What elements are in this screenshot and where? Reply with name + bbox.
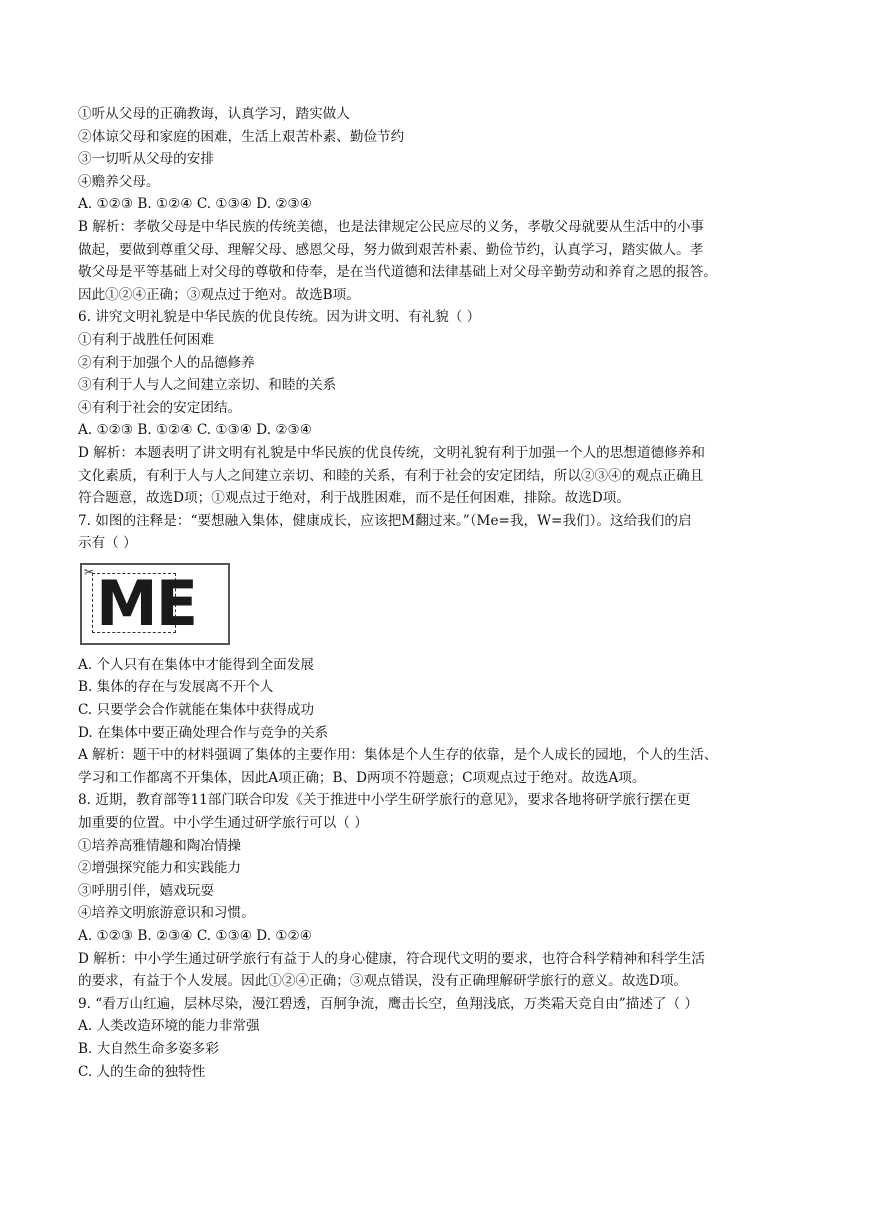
text-line: ③呼朋引伴，嬉戏玩耍 — [78, 882, 214, 899]
analysis-line: 的要求，有益于个人发展。因此①②④正确；③观点错误，没有正确理解研学旅行的意义。故选D项。 — [78, 973, 688, 990]
text-line: ②有利于加强个人的品德修养 — [78, 354, 255, 371]
text-line: ①听从父母的正确教诲，认真学习，踏实做人 — [78, 106, 350, 122]
option-line: D. 在集体中要正确处理合作与竞争的关系 — [78, 724, 329, 741]
options-line: A. ①②③ B. ①②④ C. ①③④ D. ②③④ — [78, 196, 312, 213]
text-block-bottom — [78, 654, 798, 1083]
text-block-top — [78, 103, 798, 555]
text-line: 加重要的位置。中小学生通过研学旅行可以（ ） — [78, 815, 368, 832]
option-line: C. 人的生命的独特性 — [78, 1063, 206, 1080]
text-line: 示有（ ） — [78, 535, 137, 552]
options-line: A. ①②③ B. ②③④ C. ①③④ D. ①②④ — [78, 928, 312, 944]
text-line: ④培养文明旅游意识和习惯。 — [78, 905, 255, 922]
text-line: ④赡养父母。 — [78, 173, 160, 190]
options-line: A. ①②③ B. ①②④ C. ①③④ D. ②③④ — [78, 422, 312, 439]
text-line: ②增强探究能力和实践能力 — [78, 860, 242, 877]
me-figure-text: ME — [96, 566, 197, 640]
text-line: ②体谅父母和家庭的困难，生活上艰苦朴素、勤俭节约 — [78, 128, 405, 145]
option-line: C. 只要学会合作就能在集体中获得成功 — [78, 702, 315, 719]
question-9: 9. “看万山红遍，层林尽染，漫江碧透，百舸争流，鹰击长空，鱼翔浅底，万类霜天竞自由”描述了（ ） — [78, 995, 699, 1012]
option-line: A. 个人只有在集体中才能得到全面发展 — [78, 656, 314, 673]
analysis-line: 敬父母是平等基础上对父母的尊敬和侍奉，是在当代道德和法律基础上对父母辛勤劳动和养育之恩的报答。 — [78, 264, 717, 281]
document-page — [78, 103, 798, 1083]
text-line: ①有利于战胜任何困难 — [78, 331, 214, 348]
scissors-icon: ✂ — [84, 564, 95, 579]
me-figure — [80, 563, 230, 645]
text-line: ①培养高雅情趣和陶冶情操 — [78, 837, 242, 854]
option-line: B. 集体的存在与发展离不开个人 — [78, 679, 274, 696]
analysis-line: D 解析：中小学生通过研学旅行有益于人的身心健康，符合现代文明的要求，也符合科学精神和科学生活 — [78, 950, 705, 967]
text-line: ④有利于社会的安定团结。 — [78, 399, 242, 416]
analysis-line: 符合题意，故选D项；①观点过于绝对，利于战胜困难，而不是任何困难，排除。故选D项。 — [78, 490, 630, 507]
analysis-line: 文化素质，有利于人与人之间建立亲切、和睦的关系，有利于社会的安定团结，所以②③④的观点正确且 — [78, 467, 704, 484]
question-8: 8. 近期，教育部等11部门联合印发《关于推进中小学生研学旅行的意见》，要求各地将研学旅行摆在更 — [78, 792, 691, 809]
text-line: ③一切听从父母的安排 — [78, 151, 214, 168]
analysis-line: 学习和工作都离不开集体，因此A项正确；B、D两项不符题意；C项观点过于绝对。故选A项。 — [78, 769, 646, 786]
analysis-line: B 解析：孝敬父母是中华民族的传统美德，也是法律规定公民应尽的义务，孝敬父母就要从生活中的小事 — [78, 218, 705, 235]
text-line: ③有利于人与人之间建立亲切、和睦的关系 — [78, 377, 337, 394]
analysis-line: 做起，要做到尊重父母、理解父母、感恩父母，努力做到艰苦朴素、勤俭节约，认真学习，踏实做人。孝 — [78, 241, 704, 258]
question-7: 7. 如图的注释是：“要想融入集体，健康成长，应该把M翻过来。”（Me=我，W=我们）。这给我们的启 — [78, 512, 692, 529]
option-line: B. 大自然生命多姿多彩 — [78, 1040, 219, 1057]
question-6: 6. 讲究文明礼貌是中华民族的优良传统。因为讲文明、有礼貌（ ） — [78, 309, 481, 326]
analysis-line: 因此①②④正确；③观点过于绝对。故选B项。 — [78, 286, 360, 303]
analysis-line: A 解析：题干中的材料强调了集体的主要作用：集体是个人生存的依靠，是个人成长的园地，个人的生活、 — [78, 747, 718, 764]
analysis-line: D 解析：本题表明了讲文明有礼貌是中华民族的优良传统，文明礼貌有利于加强一个人的思想道德修养和 — [78, 444, 705, 461]
option-line: A. 人类改造环境的能力非常强 — [78, 1018, 260, 1035]
